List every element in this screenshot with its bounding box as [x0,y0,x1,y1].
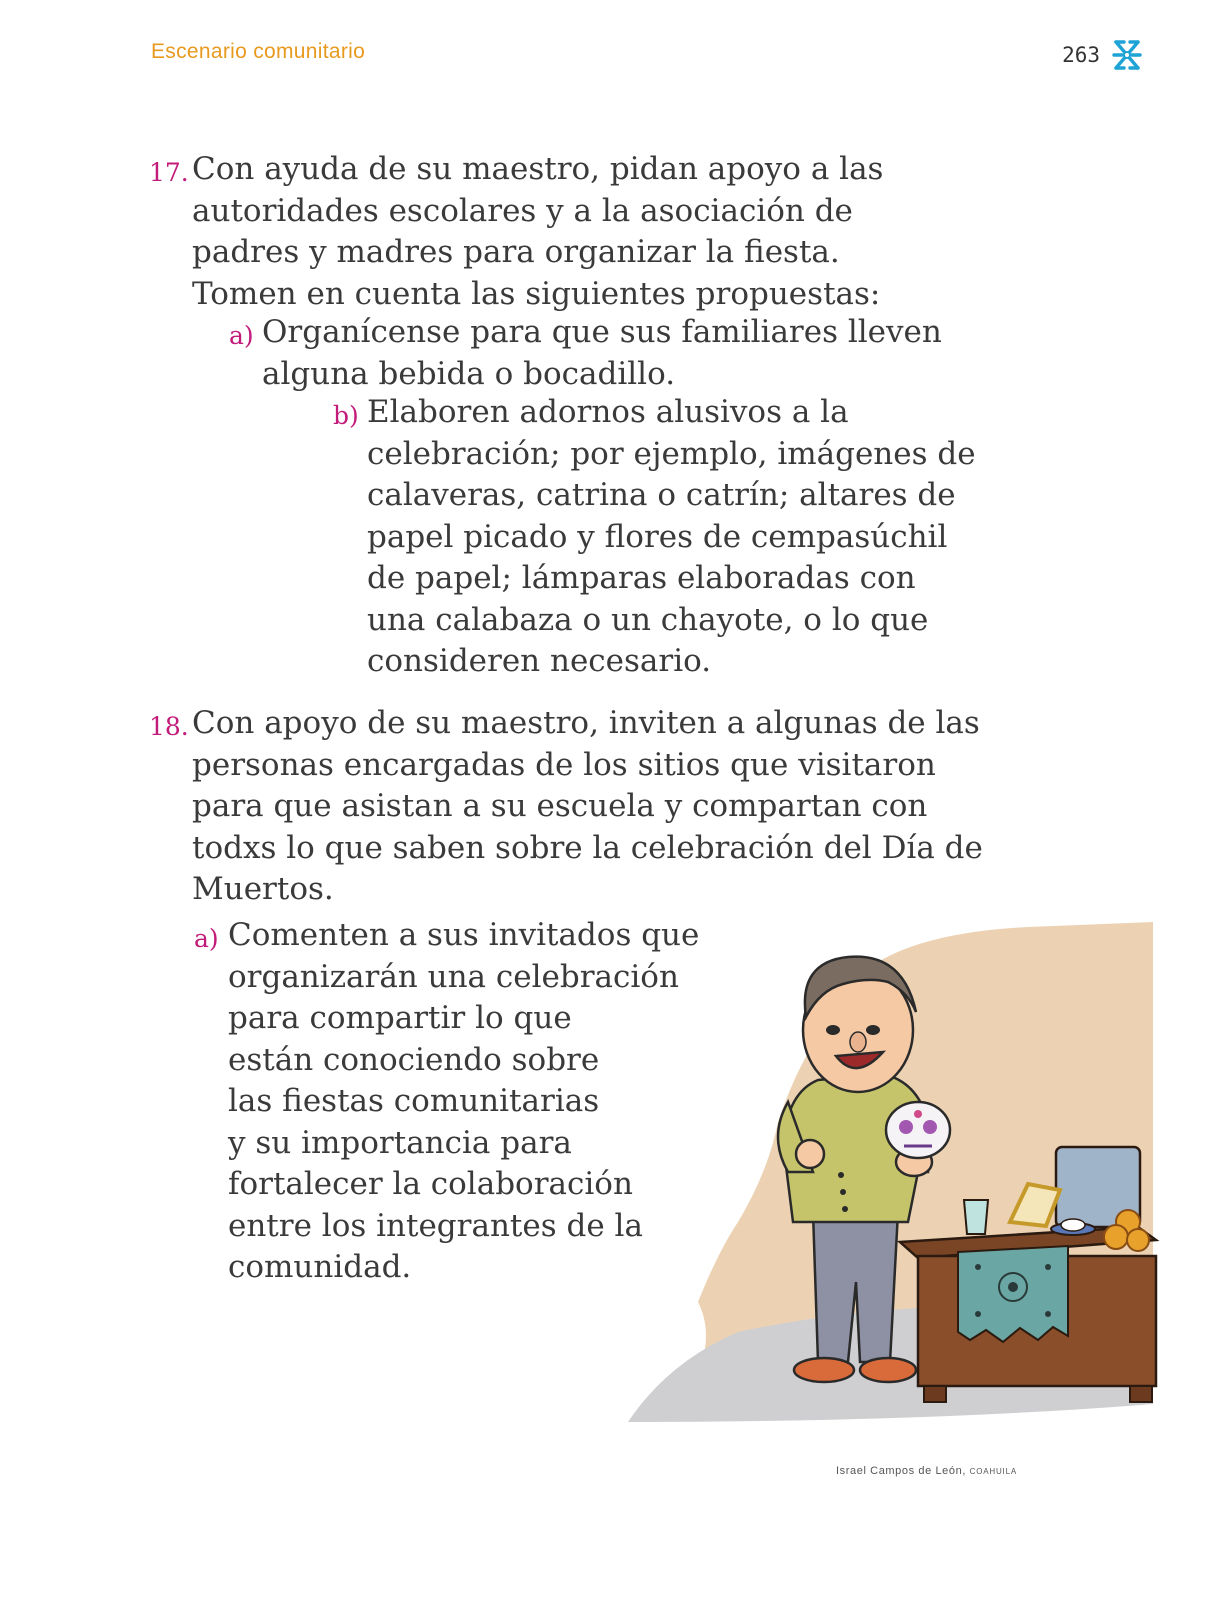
subitem-line: papel picado y flores de cempasúchil [367,518,948,555]
item-17-text [192,149,883,315]
subitem-line: Organícense para que sus familiares lleven [262,314,942,350]
item-18-line: Muertos. [192,871,334,907]
item-number-17: 17. [149,158,189,187]
item-17-line: autoridades escolares y a la asociación de [192,192,853,229]
subitem-line: consideren necesario. [367,643,712,679]
item-18-line: para que asistan a su escuela y compartan con [192,788,928,824]
subitem-18a-letter: a) [194,924,219,953]
item-18-text [192,703,983,911]
subitem-line: comunidad. [228,1249,412,1285]
subitem-line: celebración; por ejemplo, imágenes de [367,435,976,472]
subitem-line: las fiestas comunitarias [228,1083,600,1119]
subitem-17b-letter: b) [333,401,359,430]
sugar-skull [886,1102,950,1158]
subitem-line: una calabaza o un chayote, o lo que [367,601,929,638]
subitem-line: Elaboren adornos alusivos a la [367,394,849,430]
credit-name: Israel Campos de León, [836,1465,966,1477]
item-17-line: Con ayuda de su maestro, pidan apoyo a las [192,151,884,187]
subitem-17a-letter: a) [229,321,254,350]
subitem-line: entre los integrantes de la [228,1207,643,1244]
subitem-line: Comenten a sus invitados que [228,917,700,953]
subitem-line: calaveras, catrina o catrín; altares de [367,477,956,513]
item-18-line: Con apoyo de su maestro, inviten a algunas de las [192,705,980,741]
illustration-credit [836,1465,1017,1477]
subitem-line: y su importancia para [228,1124,572,1161]
item-18-line: personas encargadas de los sitios que visitaron [192,746,936,783]
illustration-man-with-sugar-skull [628,922,1168,1446]
item-number-18: 18. [149,712,189,741]
item-17-line: Tomen en cuenta las siguientes propuestas: [192,275,881,312]
subitem-line: de papel; lámparas elaboradas con [367,560,916,596]
subitem-17b-text [367,392,976,683]
credit-place: COAHUILA [969,1467,1017,1476]
subitem-line: organizarán una celebración [228,958,679,995]
subitem-line: alguna bebida o bocadillo. [262,355,676,392]
subitem-line: fortalecer la colaboración [228,1166,633,1202]
subitem-line: están conociendo sobre [228,1041,600,1078]
subitem-17a-text [262,312,942,395]
section-title: Escenario comunitario [151,40,366,63]
page-number: 263 [1062,43,1100,67]
item-17-line: padres y madres para organizar la fiesta. [192,234,840,270]
page-header-right [1062,38,1142,72]
subitem-line: para compartir lo que [228,1000,572,1036]
star-knot-icon [1112,38,1142,72]
item-18-line: todxs lo que saben sobre la celebración del Día de [192,829,983,866]
